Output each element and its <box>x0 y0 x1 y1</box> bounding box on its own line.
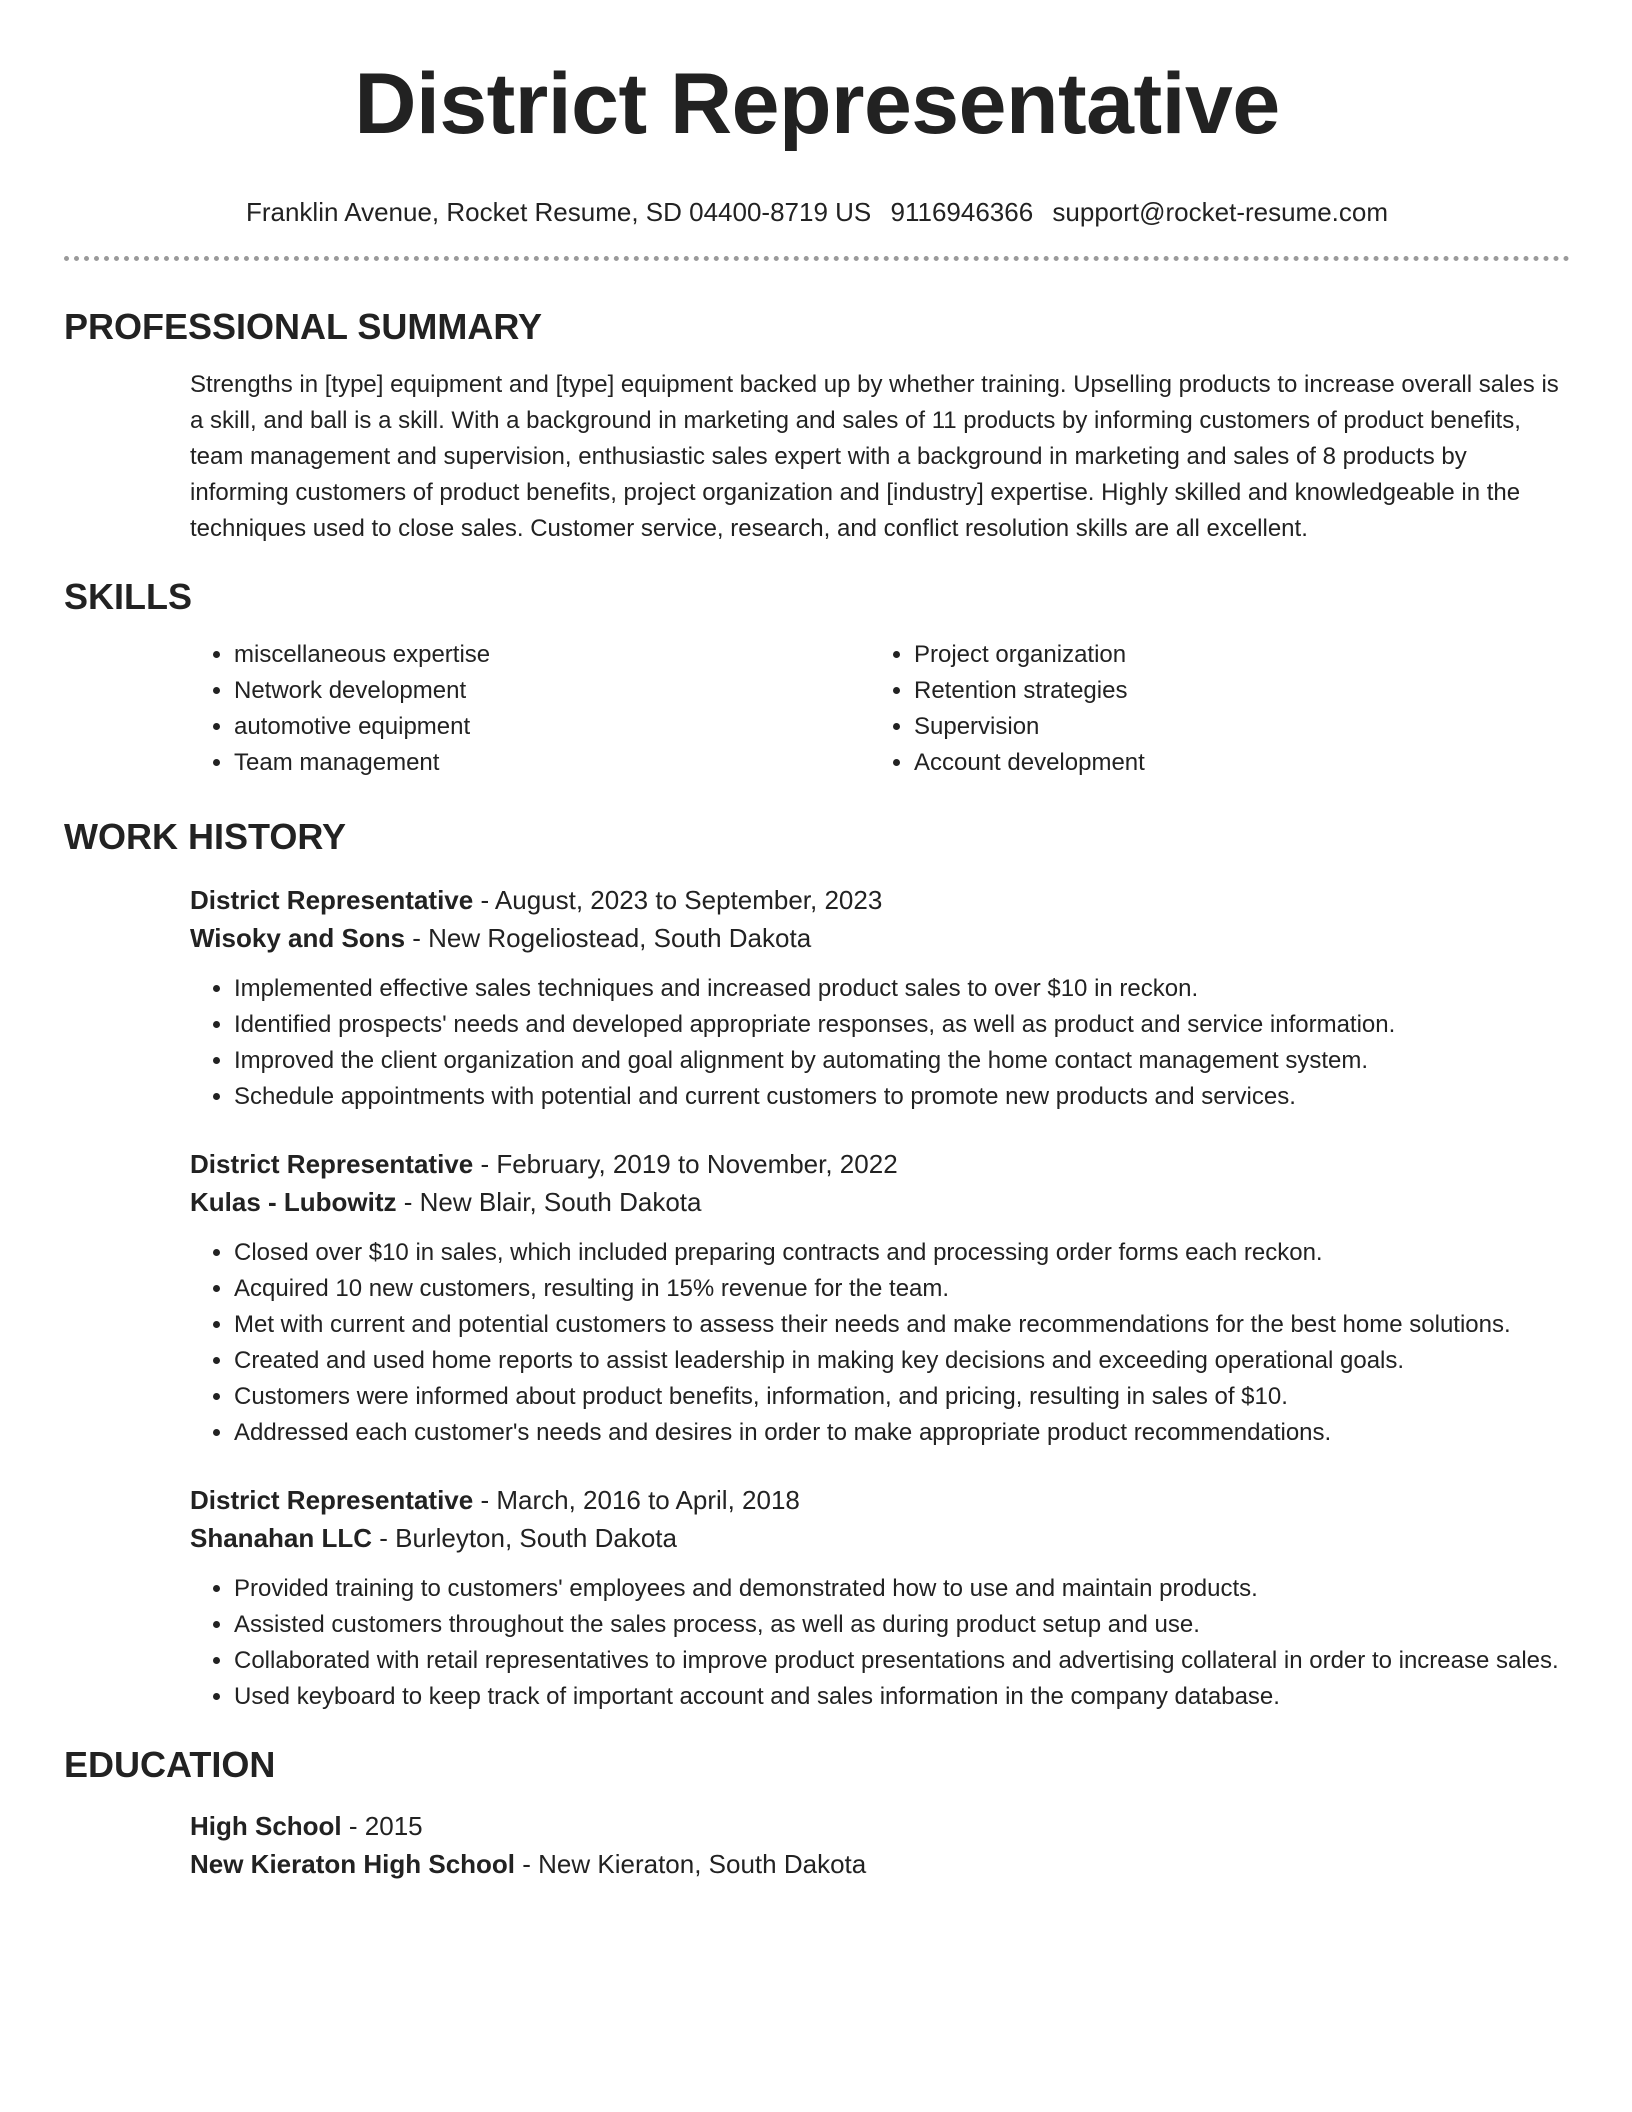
job-bullet: • Customers were informed about product benefits, information, and pricing, resulting in sales of $10. <box>234 1379 1570 1415</box>
skill-item: • Team management <box>234 745 870 781</box>
job-bullet: • Provided training to customers' employees and demonstrated how to use and maintain products. <box>234 1571 1570 1607</box>
job-bullet: • Acquired 10 new customers, resulting in 15% revenue for the team. <box>234 1271 1570 1307</box>
work-history-heading: WORK HISTORY <box>64 816 347 857</box>
education-location: - New Kieraton, South Dakota <box>515 1849 867 1879</box>
job-company: Shanahan LLC <box>190 1523 373 1553</box>
education-heading: EDUCATION <box>64 1744 276 1785</box>
job-bullet: • Identified prospects' needs and developed appropriate responses, as well as product and service information. <box>234 1007 1570 1043</box>
job-entry <box>190 1145 1570 1451</box>
job-title-line <box>190 1481 1570 1519</box>
contact-phone: 9116946366 <box>890 197 1034 227</box>
work-history-section <box>64 881 1570 1715</box>
education-degree-line <box>190 1807 1570 1845</box>
skill-item: • Project organization <box>914 637 1470 673</box>
job-dates: - August, 2023 to September, 2023 <box>473 885 883 915</box>
job-bullets <box>190 1235 1570 1451</box>
job-company-line <box>190 1183 1570 1221</box>
resume-name: District Representative <box>354 56 1280 152</box>
job-role: District Representative <box>190 1485 474 1515</box>
job-bullet: • Closed over $10 in sales, which included preparing contracts and processing order forms each reckon. <box>234 1235 1570 1271</box>
education-school: New Kieraton High School <box>190 1849 516 1879</box>
job-bullet: • Implemented effective sales techniques and increased product sales to over $10 in reckon. <box>234 971 1570 1007</box>
header-divider <box>64 256 1570 261</box>
job-entry <box>190 881 1570 1115</box>
job-location: - New Rogeliostead, South Dakota <box>405 923 812 953</box>
education-school-line <box>190 1845 1570 1883</box>
skill-item: • Network development <box>234 673 870 709</box>
summary-section <box>64 367 1570 547</box>
job-dates: - March, 2016 to April, 2018 <box>473 1485 800 1515</box>
summary-heading: PROFESSIONAL SUMMARY <box>64 306 543 347</box>
job-bullets <box>190 971 1570 1115</box>
job-company-line <box>190 919 1570 957</box>
job-location: - New Blair, South Dakota <box>396 1187 702 1217</box>
job-dates: - February, 2019 to November, 2022 <box>473 1149 898 1179</box>
education-year: - 2015 <box>341 1811 423 1841</box>
skills-grid <box>190 637 1570 781</box>
job-location: - Burleyton, South Dakota <box>372 1523 677 1553</box>
education-degree: High School <box>190 1811 342 1841</box>
job-title-line <box>190 881 1570 919</box>
skills-list-left <box>190 637 870 781</box>
skills-heading: SKILLS <box>64 576 193 617</box>
job-bullets <box>190 1571 1570 1715</box>
skill-item: • Retention strategies <box>914 673 1470 709</box>
job-bullet: • Addressed each customer's needs and desires in order to make appropriate product recommendations. <box>234 1415 1570 1451</box>
job-bullet: • Used keyboard to keep track of important account and sales information in the company database. <box>234 1679 1570 1715</box>
skills-list-right <box>870 637 1470 781</box>
summary-text: Strengths in [type] equipment and [type] equipment backed up by whether training. Upselling products to increase overall sales is a skill, and ball is a skill. With a background in marketing and sales of 11 products by informing customers of product benefits, team management and supervision, enthusiastic sales expert with a background in marketing and sales of 8 products by informing customers of product benefits, project organization and [industry] expertise. Highly skilled and knowledgeable in the techniques used to close sales. Customer service, research, and conflict resolution skills are all excellent. <box>190 371 1559 542</box>
job-title-line <box>190 1145 1570 1183</box>
skill-item: • miscellaneous expertise <box>234 637 870 673</box>
contact-email[interactable]: support@rocket-resume.com <box>1052 197 1389 227</box>
job-company: Wisoky and Sons <box>190 923 406 953</box>
skill-item: • automotive equipment <box>234 709 870 745</box>
education-entry <box>190 1807 1570 1883</box>
skill-item: • Account development <box>914 745 1470 781</box>
skills-section <box>64 637 1570 781</box>
skill-item: • Supervision <box>914 709 1470 745</box>
education-section <box>64 1807 1570 1883</box>
job-bullet: • Met with current and potential customers to assess their needs and make recommendations for the best home solutions. <box>234 1307 1570 1343</box>
job-bullet: • Improved the client organization and goal alignment by automating the home contact management system. <box>234 1043 1570 1079</box>
job-company-line <box>190 1519 1570 1557</box>
job-role: District Representative <box>190 885 474 915</box>
job-bullet: • Collaborated with retail representatives to improve product presentations and advertising collateral in order to increase sales. <box>234 1643 1570 1679</box>
job-bullet: • Schedule appointments with potential and current customers to promote new products and services. <box>234 1079 1570 1115</box>
job-entry <box>190 1481 1570 1715</box>
job-bullet: • Assisted customers throughout the sales process, as well as during product setup and use. <box>234 1607 1570 1643</box>
contact-line <box>64 194 1570 230</box>
job-role: District Representative <box>190 1149 474 1179</box>
job-company: Kulas - Lubowitz <box>190 1187 397 1217</box>
contact-address: Franklin Avenue, Rocket Resume, SD 04400-8719 US <box>245 197 872 227</box>
job-bullet: • Created and used home reports to assist leadership in making key decisions and exceeding operational goals. <box>234 1343 1570 1379</box>
